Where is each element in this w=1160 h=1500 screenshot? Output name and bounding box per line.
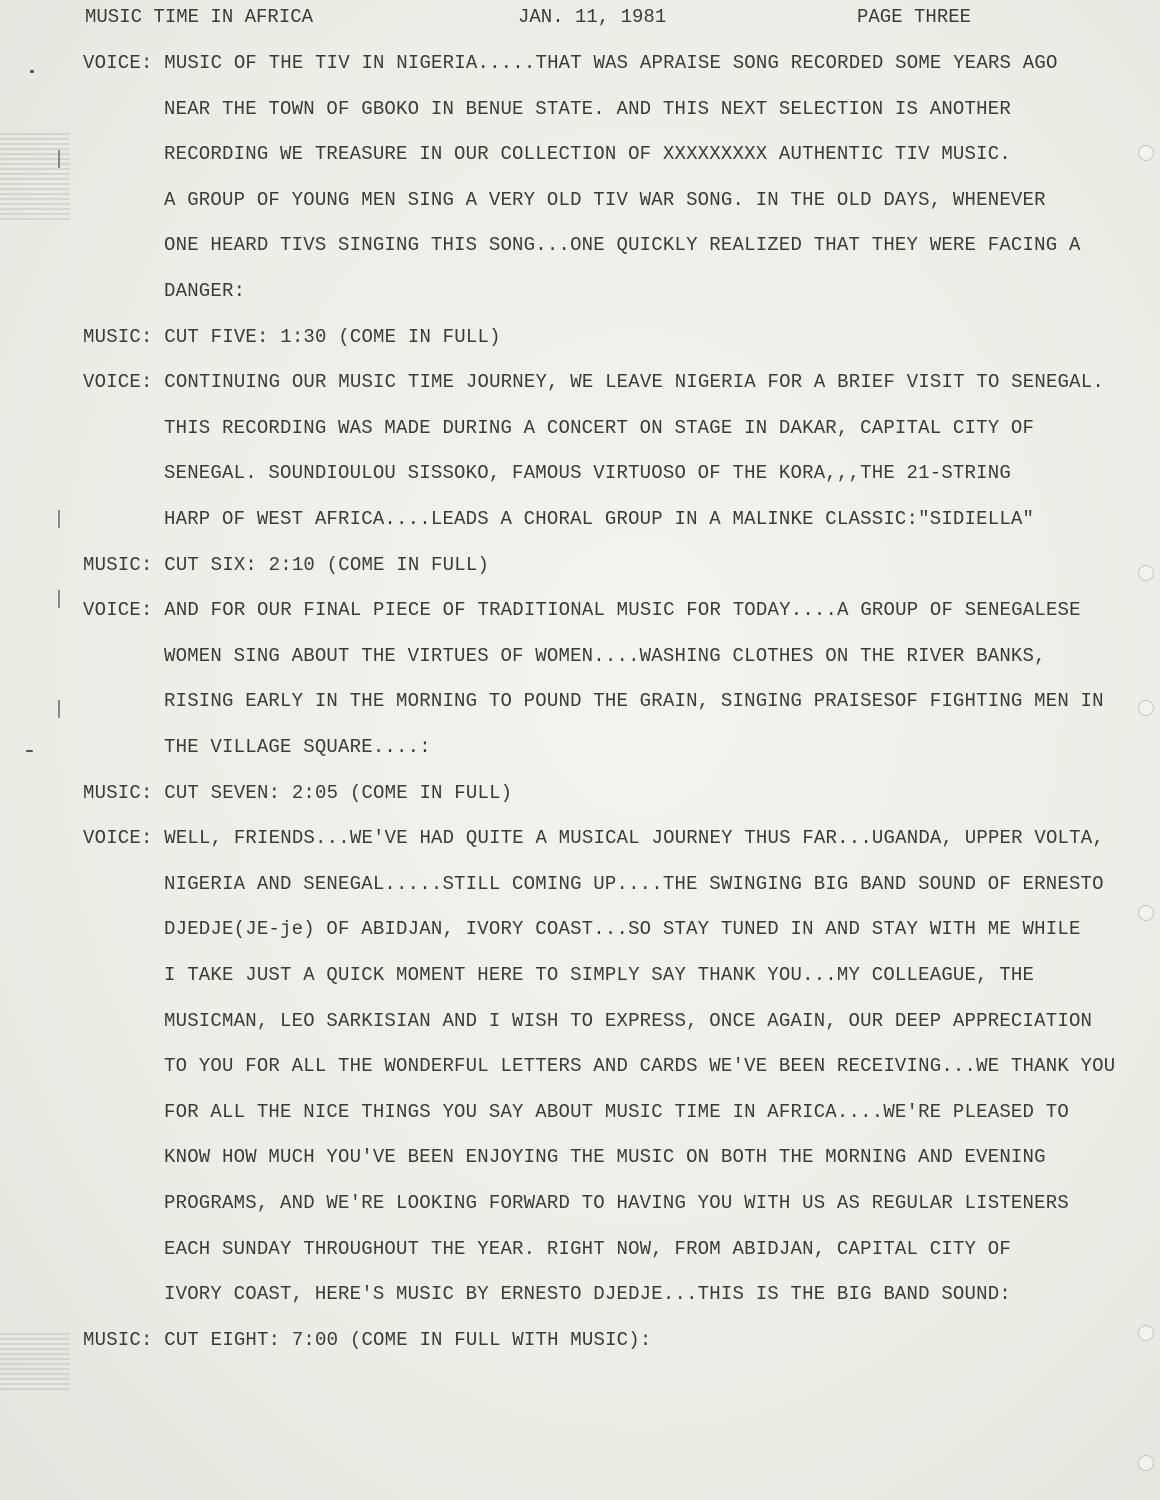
header-program-title: MUSIC TIME IN AFRICA — [85, 6, 314, 28]
script-line: RISING EARLY IN THE MORNING TO POUND THE GRAIN, SINGING PRAISESOF FIGHTING MEN IN — [164, 690, 1104, 713]
margin-mark — [58, 510, 60, 528]
scan-edge-shading — [0, 130, 70, 220]
ink-speck — [30, 70, 34, 73]
script-line: TO YOU FOR ALL THE WONDERFUL LETTERS AND CARDS WE'VE BEEN RECEIVING...WE THANK YOU — [164, 1055, 1116, 1078]
script-line: KNOW HOW MUCH YOU'VE BEEN ENJOYING THE MUSIC ON BOTH THE MORNING AND EVENING — [164, 1146, 1046, 1169]
margin-mark — [58, 150, 60, 168]
script-line: A GROUP OF YOUNG MEN SING A VERY OLD TIV WAR SONG. IN THE OLD DAYS, WHENEVER — [164, 188, 1046, 211]
script-line: SENEGAL. SOUNDIOULOU SISSOKO, FAMOUS VIRTUOSO OF THE KORA,,,THE 21-STRING — [164, 462, 1011, 485]
script-line: MUSIC: CUT SIX: 2:10 (COME IN FULL) — [83, 553, 490, 576]
binder-hole — [1138, 1455, 1154, 1471]
script-line: NEAR THE TOWN OF GBOKO IN BENUE STATE. AND THIS NEXT SELECTION IS ANOTHER — [164, 97, 1011, 120]
script-line: THIS RECORDING WAS MADE DURING A CONCERT ON STAGE IN DAKAR, CAPITAL CITY OF — [164, 416, 1035, 439]
script-line: DANGER: — [164, 280, 246, 302]
binder-hole — [1138, 1325, 1154, 1341]
binder-hole — [1138, 145, 1154, 161]
script-line: THE VILLAGE SQUARE....: — [164, 736, 431, 758]
script-line: WOMEN SING ABOUT THE VIRTUES OF WOMEN....WASHING CLOTHES ON THE RIVER BANKS, — [164, 644, 1046, 667]
script-line: MUSIC: CUT FIVE: 1:30 (COME IN FULL) — [83, 325, 501, 348]
margin-mark — [58, 700, 60, 718]
script-line: MUSICMAN, LEO SARKISIAN AND I WISH TO EXPRESS, ONCE AGAIN, OUR DEEP APPRECIATION — [164, 1009, 1093, 1032]
header-page-number: PAGE THREE — [857, 6, 972, 28]
ink-speck — [26, 750, 33, 752]
script-line: I TAKE JUST A QUICK MOMENT HERE TO SIMPLY SAY THANK YOU...MY COLLEAGUE, THE — [164, 964, 1035, 986]
script-line: FOR ALL THE NICE THINGS YOU SAY ABOUT MUSIC TIME IN AFRICA....WE'RE PLEASED TO — [164, 1100, 1069, 1123]
script-line: VOICE: AND FOR OUR FINAL PIECE OF TRADITIONAL MUSIC FOR TODAY....A GROUP OF SENEGALESE — [83, 599, 1081, 622]
script-line: DJEDJE(JE-je) OF ABIDJAN, IVORY COAST...SO STAY TUNED IN AND STAY WITH ME WHILE — [164, 918, 1081, 941]
script-line: VOICE: WELL, FRIENDS...WE'VE HAD QUITE A MUSICAL JOURNEY THUS FAR...UGANDA, UPPER VOLTA, — [83, 827, 1104, 850]
script-line: RECORDING WE TREASURE IN OUR COLLECTION OF XXXXXXXXX AUTHENTIC TIV MUSIC. — [164, 143, 1011, 166]
script-line: EACH SUNDAY THROUGHOUT THE YEAR. RIGHT NOW, FROM ABIDJAN, CAPITAL CITY OF — [164, 1237, 1011, 1260]
header-date: JAN. 11, 1981 — [518, 6, 667, 28]
binder-hole — [1138, 905, 1154, 921]
script-line: MUSIC: CUT SEVEN: 2:05 (COME IN FULL) — [83, 781, 513, 804]
script-line: VOICE: MUSIC OF THE TIV IN NIGERIA.....THAT WAS APRAISE SONG RECORDED SOME YEARS AGO — [83, 52, 1058, 74]
script-line: HARP OF WEST AFRICA....LEADS A CHORAL GROUP IN A MALINKE CLASSIC:"SIDIELLA" — [164, 508, 1035, 530]
script-line: NIGERIA AND SENEGAL.....STILL COMING UP....THE SWINGING BIG BAND SOUND OF ERNESTO — [164, 872, 1104, 895]
script-line: MUSIC: CUT EIGHT: 7:00 (COME IN FULL WITH MUSIC): — [83, 1328, 652, 1351]
scan-edge-shading — [0, 1330, 70, 1390]
script-line: VOICE: CONTINUING OUR MUSIC TIME JOURNEY, WE LEAVE NIGERIA FOR A BRIEF VISIT TO SENEGAL. — [83, 371, 1104, 394]
binder-hole — [1138, 700, 1154, 716]
script-line: ONE HEARD TIVS SINGING THIS SONG...ONE QUICKLY REALIZED THAT THEY WERE FACING A — [164, 234, 1081, 257]
margin-mark — [58, 590, 60, 608]
binder-hole — [1138, 565, 1154, 581]
script-line: IVORY COAST, HERE'S MUSIC BY ERNESTO DJEDJE...THIS IS THE BIG BAND SOUND: — [164, 1283, 1011, 1306]
script-line: PROGRAMS, AND WE'RE LOOKING FORWARD TO HAVING YOU WITH US AS REGULAR LISTENERS — [164, 1192, 1069, 1214]
